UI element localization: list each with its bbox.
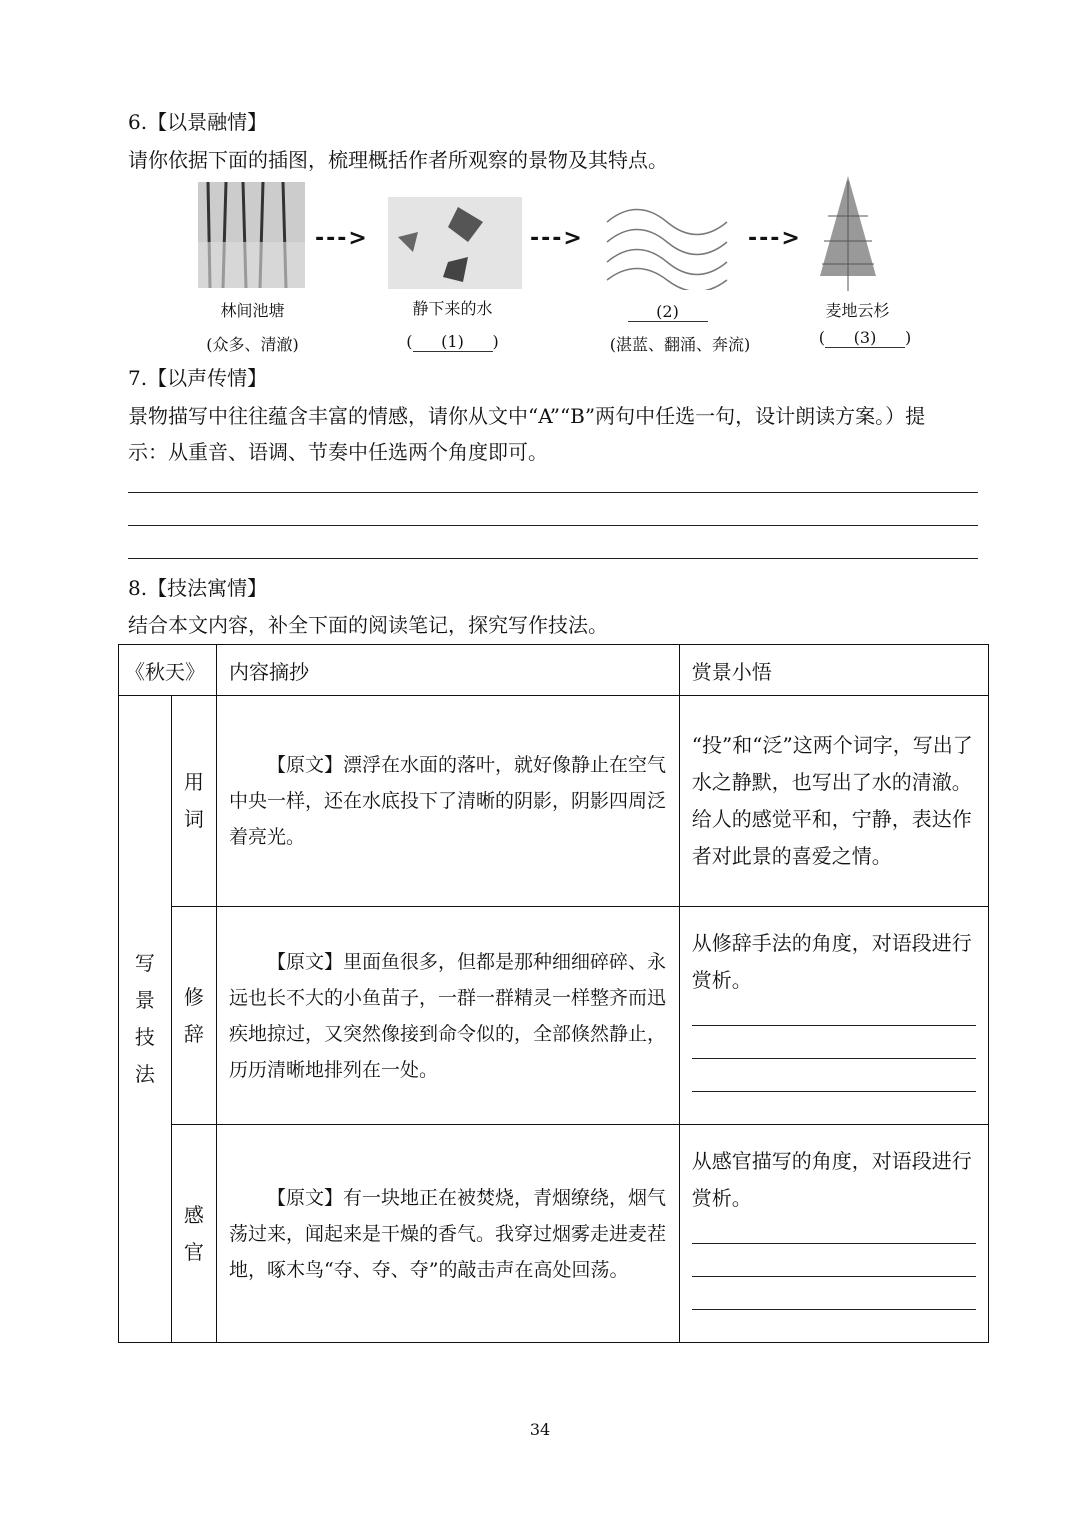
q8-prompt: 结合本文内容，补全下面的阅读笔记，探究写作技法。	[128, 613, 608, 637]
answer-line[interactable]	[692, 1243, 976, 1276]
q6-prompt: 请你依据下面的插图，梳理概括作者所观察的景物及其特点。	[128, 148, 668, 172]
technique-label: 用词	[171, 696, 216, 907]
table-row	[119, 1125, 989, 1343]
page-number: 34	[529, 1420, 551, 1439]
answer-line[interactable]	[692, 1058, 976, 1091]
note-cell: 从感官描写的角度，对语段进行赏析。	[679, 1125, 988, 1343]
arrow-icon: --->	[530, 226, 584, 251]
excerpt-cell: 【原文】里面鱼很多，但都是那种细细碎碎、永远也长不大的小鱼苗子，一群一群精灵一样整齐而迅疾地掠过，又突然像接到命令似的，全部倏然静止，历历清晰地排列在一处。	[217, 907, 680, 1125]
scene-4-name: 麦地云杉	[825, 301, 890, 320]
arrow-icon: --->	[315, 226, 369, 251]
q7-prompt-line1: 景物描写中往往蕴含丰富的情感，请你从文中“A”“B”两句中任选一句，设计朗读方案。）提	[128, 404, 926, 428]
header-note: 赏景小悟	[679, 645, 988, 696]
q7-title: 7.【以声传情】	[128, 366, 268, 390]
answer-line[interactable]	[128, 558, 978, 559]
blank-2[interactable]: (2)	[628, 302, 708, 322]
reading-notes-table	[118, 644, 989, 1343]
answer-line[interactable]	[692, 1276, 976, 1309]
arrow-icon: --->	[748, 226, 802, 251]
technique-label: 感官	[171, 1125, 216, 1343]
water-illustration	[388, 197, 522, 289]
answer-line[interactable]	[692, 1091, 976, 1112]
answer-line[interactable]	[128, 525, 978, 526]
table-row	[119, 907, 989, 1125]
waves-illustration	[602, 192, 732, 290]
q8-title: 8.【技法寓情】	[128, 576, 268, 600]
note-cell: 从修辞手法的角度，对语段进行赏析。	[679, 907, 988, 1125]
scene-3-feature: (湛蓝、翻涌、奔流)	[609, 335, 751, 354]
scene-1-feature: (众多、清澈)	[206, 335, 299, 354]
spruce-illustration	[818, 176, 878, 291]
scene-2-name: 静下来的水	[412, 299, 493, 318]
scene-2-feature: ( (1) )	[406, 332, 499, 351]
scene-1-name: 林间池塘	[220, 301, 285, 320]
q6-title: 6.【以景融情】	[128, 110, 268, 134]
header-excerpt: 内容摘抄	[217, 645, 680, 696]
scene-3-name	[620, 302, 715, 322]
note-cell: “投”和“泛”这两个词字，写出了水之静默，也写出了水的清澈。给人的感觉平和，宁静，表达作者对此景的喜爱之情。	[679, 696, 988, 907]
answer-line[interactable]	[128, 492, 978, 493]
q7-prompt-line2: 示：从重音、语调、节奏中任选两个角度即可。	[128, 440, 548, 464]
answer-line[interactable]	[692, 1025, 976, 1058]
answer-line[interactable]	[692, 1309, 976, 1330]
scene-4-feature: ( (3) )	[818, 328, 912, 347]
technique-label: 修辞	[171, 907, 216, 1125]
blank-3[interactable]: (3)	[825, 328, 905, 348]
blank-1[interactable]: (1)	[413, 332, 493, 352]
table-row	[119, 696, 989, 907]
excerpt-cell: 【原文】漂浮在水面的落叶，就好像静止在空气中央一样，还在水底投下了清晰的阴影，阴影四周泛着亮光。	[217, 696, 680, 907]
pond-illustration	[198, 182, 305, 288]
header-title: 《秋天》	[119, 645, 217, 696]
excerpt-cell: 【原文】有一块地正在被焚烧，青烟缭绕，烟气荡过来，闻起来是干燥的香气。我穿过烟雾走进麦茬地，啄木鸟“夺、夺、夺”的敲击声在高处回荡。	[217, 1125, 680, 1343]
group-label: 写景技法	[119, 696, 172, 1343]
